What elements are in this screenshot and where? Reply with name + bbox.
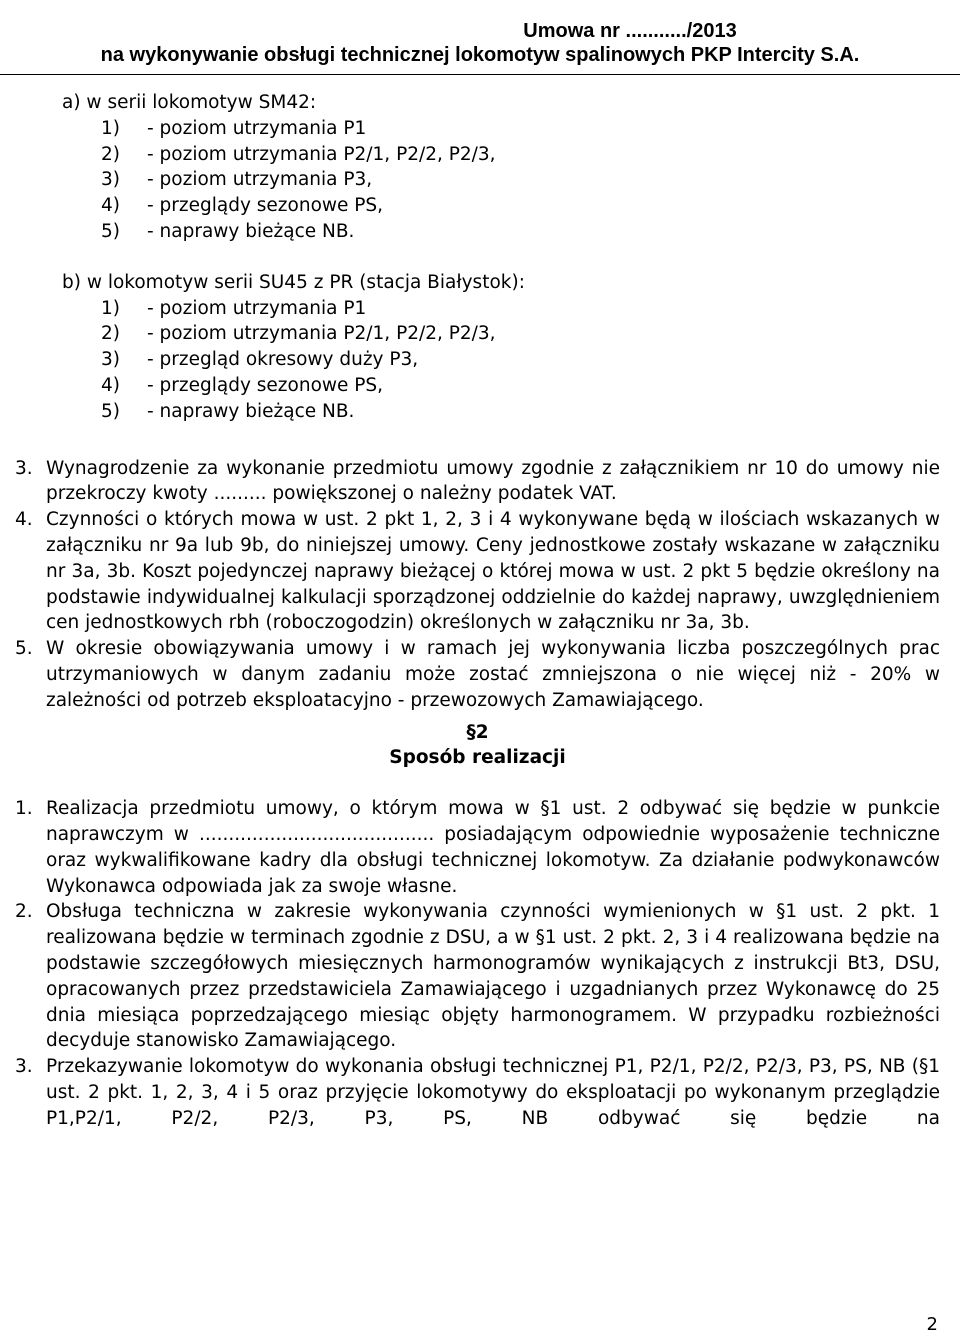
paragraph-5: 5. W okresie obowiązywania umowy i w ramach jej wykonywania liczba poszczególnych prac utrzymaniowych w danym zadaniu może zostać zmniejszona o nie więcej niż - 20% w zależności od potrzeb eksploatacyjno - przewozowych Zamawiającego.: [15, 638, 940, 711]
list-item: 1) - poziom utrzymania P1: [101, 117, 367, 139]
list-item: 5) - naprawy bieżące NB.: [101, 400, 355, 422]
section-title: Sposób realizacji: [389, 747, 566, 769]
paragraph-3: 3. Wynagrodzenie za wykonanie przedmiotu umowy zgodnie z załącznikiem nr 10 do umowy nie przekroczy kwoty ......... powiększonej o należny podatek VAT.: [15, 457, 940, 505]
realization-paragraph-2: 2. Obsługa techniczna w zakresie wykonywania czynności wymienionych w §1 ust. 2 pkt. 1 realizowana będzie w terminach zgodnie z DSU, a w §1 ust. 2 pkt. 2, 3 i 4 realizowana będzie na podstawie szczegółowych miesięcznych harmonogramów wynikających z instrukcji Bt3, DSU, opracowanych przez przedstawiciela Zamawiającego i uzgadnianych przez Wykonawcę do 25 dnia miesiąca poprzedzającego miesiąc objęty harmonogramem. W przypadku rozbieżności decyduje stanowisko Zamawiającego.: [15, 901, 940, 1052]
list-item: 4) - przeglądy sezonowe PS,: [101, 374, 384, 396]
list-item: 3) - poziom utrzymania P3,: [101, 169, 373, 191]
page-header: [0, 0, 960, 67]
list-item: 5) - naprawy bieżące NB.: [101, 220, 355, 242]
list-item: 1) - poziom utrzymania P1: [101, 297, 367, 319]
section-b-title: b) w lokomotyw serii SU45 z PR (stacja Białystok):: [62, 271, 525, 293]
section-a-list: [15, 116, 940, 245]
header-divider: [0, 74, 960, 75]
contract-title: na wykonywanie obsługi technicznej lokomotyw spalinowych PKP Intercity S.A.: [100, 44, 860, 66]
list-item: 4) - przeglądy sezonowe PS,: [101, 195, 384, 217]
realization-paragraph-3: 3. Przekazywanie lokomotyw do wykonania obsługi technicznej P1, P2/1, P2/2, P2/3, P3, PS, NB (§1 ust. 2 pkt. 1, 2, 3, 4 i 5 oraz przyjęcie lokomotywy do eksploatacji po wykonanym przeglądzie P1,P2/1, P2/2, P2/3, P3, PS, NB odbywać się będzie na: [15, 1056, 940, 1129]
page-number: 2: [926, 1314, 938, 1335]
list-item: 2) - poziom utrzymania P2/1, P2/2, P2/3,: [101, 143, 496, 165]
paragraph-4: 4. Czynności o których mowa w ust. 2 pkt 1, 2, 3 i 4 wykonywane będą w ilościach wskazanych w załączniku nr 9a lub 9b, do niniejszej umowy. Ceny jednostkowe zostały wskazane w załączniku nr 3a, 3b. Koszt pojedynczej naprawy bieżącej o której mowa w ust. 2 pkt 5 będzie określony na podstawie indywidualnej kalkulacji sporządzonej oddzielnie do każdej naprawy, uwzględnieniem cen jednostkowych rbh (roboczogodzin) określonych w załączniku nr 3a, 3b.: [15, 509, 940, 634]
contract-number: Umowa nr .........../2013: [523, 20, 737, 42]
list-item: 2) - poziom utrzymania P2/1, P2/2, P2/3,: [101, 323, 496, 345]
document-body: [15, 90, 940, 1131]
section-b-list: [15, 296, 940, 425]
list-item: 3) - przegląd okresowy duży P3,: [101, 349, 419, 371]
section-symbol: §2: [466, 721, 489, 743]
realization-paragraph-1: 1. Realizacja przedmiotu umowy, o którym mowa w §1 ust. 2 odbywać się będzie w punkcie naprawczym w ........................................ posiadającym odpowiednie wyposażenie techniczne oraz wykwalifikowane kadry dla obsługi technicznej lokomotyw. Za działanie podwykonawców Wykonawca odpowiada jak za swoje własne.: [15, 798, 940, 897]
section-a-title: a) w serii lokomotyw SM42:: [62, 92, 317, 113]
